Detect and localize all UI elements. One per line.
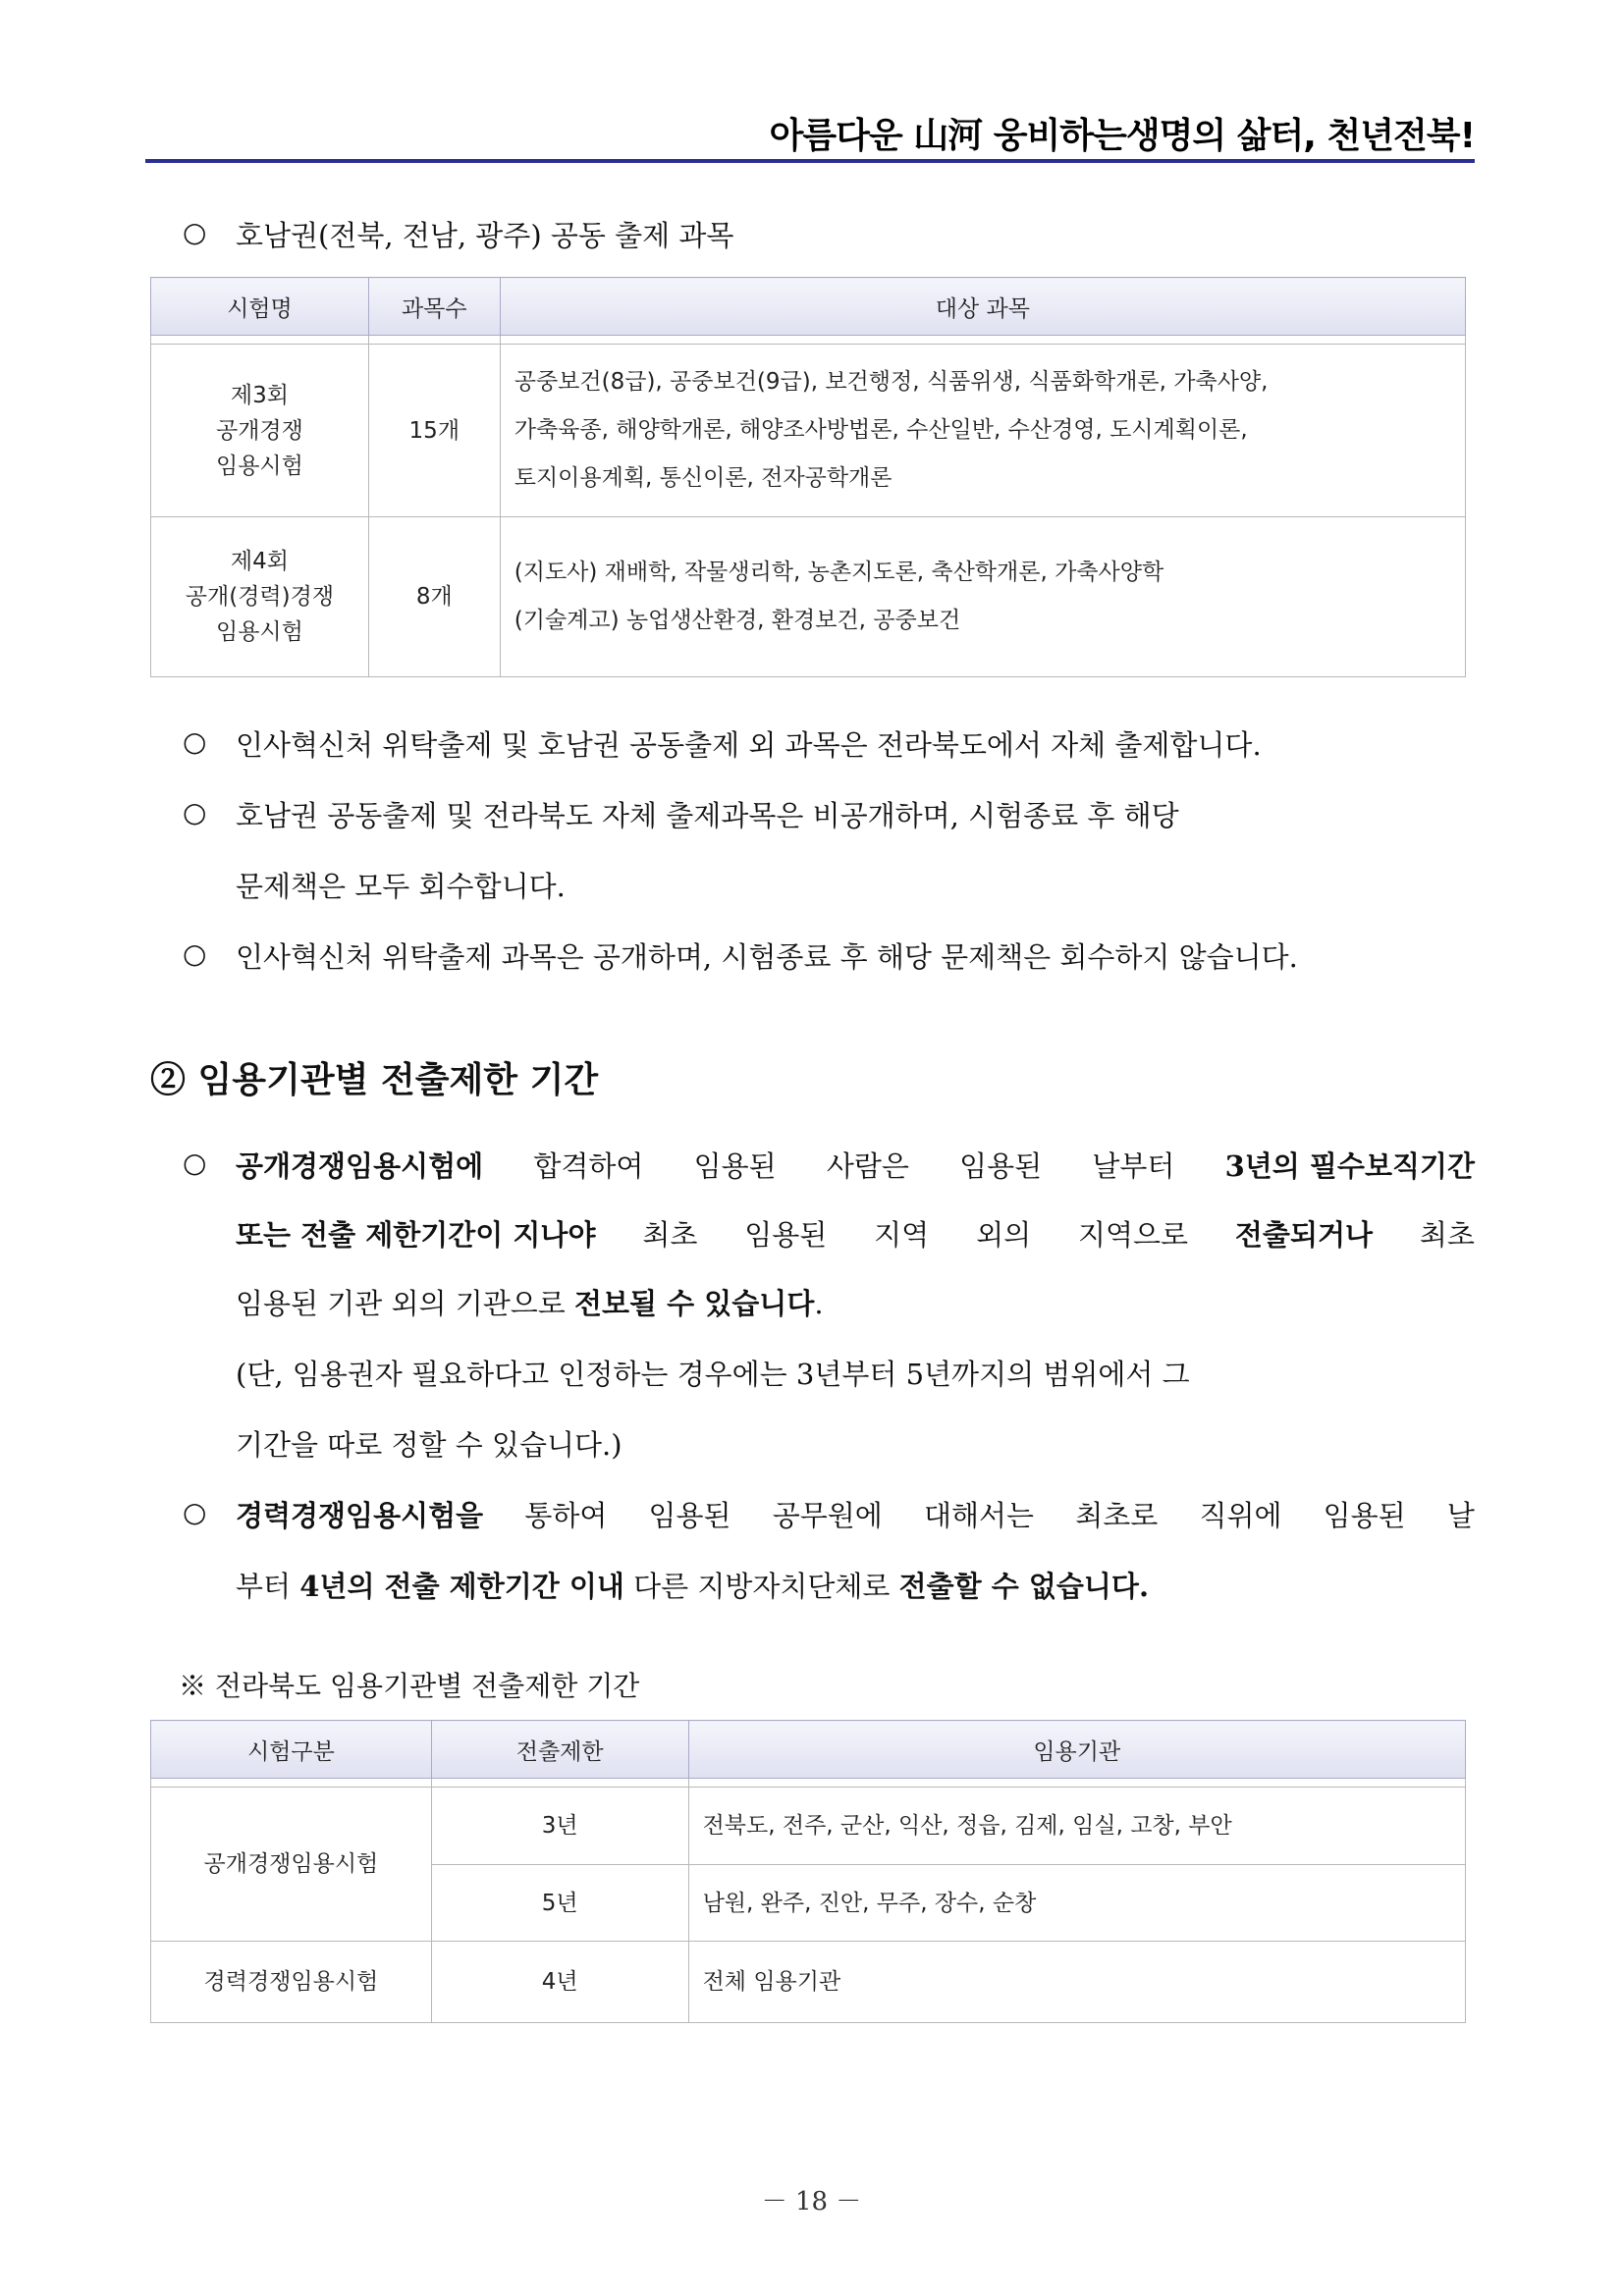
- table-header-row: [151, 1721, 1466, 1779]
- bullet-icon: ○: [183, 216, 207, 248]
- subjects-line: (지도사) 재배학, 작물생리학, 농촌지도론, 축산학개론, 가축사양학: [514, 560, 1164, 585]
- word: 합격하여: [533, 1149, 644, 1183]
- word: 임용된: [693, 1149, 777, 1183]
- word: 사람은: [826, 1149, 909, 1183]
- table-row: [151, 1942, 1466, 2023]
- note-line: 인사혁신처 위탁출제 과목은 공개하며, 시험종료 후 해당 문제책은 회수하지 않습니다.: [236, 940, 1298, 974]
- section-title: ② 임용기관별 전출제한 기간: [150, 1059, 599, 1100]
- emphasis-text: 전출되거나: [1234, 1218, 1373, 1252]
- subjects-cell: [500, 345, 1465, 517]
- agencies-cell: 전체 임용기관: [688, 1942, 1465, 2023]
- column-header-subjects: 대상 과목: [500, 278, 1465, 336]
- word: 통하여: [524, 1499, 608, 1532]
- column-header-limit: 전출제한: [431, 1721, 688, 1779]
- word: 임용된: [1323, 1499, 1406, 1532]
- page-number: － 18 －: [761, 2187, 862, 2216]
- emphasis-text: 전보될 수 있습니다: [574, 1287, 815, 1320]
- subjects-line: 토지이용계획, 통신이론, 전자공학개론: [514, 465, 893, 491]
- bullet-icon: ○: [183, 796, 207, 828]
- limit-cell: 3년: [431, 1788, 688, 1865]
- joint-subjects-table: [150, 277, 1466, 677]
- exam-name-cell: [151, 345, 369, 517]
- word: 임용된: [744, 1218, 828, 1252]
- exam-type-cell: 공개경쟁임용시험: [151, 1788, 432, 1942]
- word: 지역: [874, 1218, 930, 1252]
- table-row: [151, 1788, 1466, 1865]
- agencies-cell: 남원, 완주, 진안, 무주, 장수, 순창: [688, 1865, 1465, 1942]
- limit-cell: 4년: [431, 1942, 688, 2023]
- emphasis-text: 또는 전출 제한기간이 지나야: [236, 1218, 596, 1252]
- transfer-limit-table: [150, 1720, 1466, 2023]
- subjects-line: 공중보건(8급), 공중보건(9급), 보건행정, 식품위생, 식품화학개론, 가축사양,: [514, 369, 1269, 395]
- paragraph-line: [236, 1145, 1475, 1185]
- exam-name-line: 제4회: [230, 549, 289, 574]
- header-slogan: 아름다운 山河 웅비하는생명의 삶터, 천년전북!: [769, 116, 1475, 156]
- bullet-icon: ○: [183, 725, 207, 758]
- note-line: 문제책은 모두 회수합니다.: [236, 870, 566, 903]
- header-rule: [145, 159, 1475, 163]
- word: 외의: [976, 1218, 1032, 1252]
- column-header-exam: 시험명: [151, 278, 369, 336]
- exam-name-line: 제3회: [230, 382, 289, 408]
- column-header-exam-type: 시험구분: [151, 1721, 432, 1779]
- word: 다른 지방자치단체로: [623, 1570, 899, 1603]
- word: 날부터: [1092, 1149, 1175, 1183]
- note-line: 호남권 공동출제 및 전라북도 자체 출제과목은 비공개하며, 시험종료 후 해당: [236, 799, 1179, 832]
- exam-name-line: 임용시험: [215, 619, 303, 645]
- paragraph-line: [236, 1565, 1149, 1605]
- word: 최초로: [1075, 1499, 1159, 1532]
- paragraph-line: [236, 1213, 1475, 1254]
- paragraph-note-line: (단, 임용권자 필요하다고 인정하는 경우에는 3년부터 5년까지의 범위에서 그: [236, 1358, 1190, 1391]
- emphasis-text: 경력경쟁임용시험을: [236, 1499, 484, 1532]
- word: 날: [1446, 1499, 1475, 1532]
- page-header: [145, 98, 1475, 163]
- subjects-line: 가축육종, 해양학개론, 해양조사방법론, 수산일반, 수산경영, 도시계획이론,: [514, 417, 1248, 443]
- subjects-line: (기술계고) 농업생산환경, 환경보건, 공중보건: [514, 608, 961, 633]
- table-row: [151, 517, 1466, 677]
- transfer-table-caption: ※ 전라북도 임용기관별 전출제한 기간: [179, 1670, 640, 1702]
- bullet-icon: ○: [183, 937, 207, 970]
- table-row: [151, 345, 1466, 517]
- subjects-cell: [500, 517, 1465, 677]
- note-line: 인사혁신처 위탁출제 및 호남권 공동출제 외 과목은 전라북도에서 자체 출제합니다.: [236, 728, 1262, 762]
- column-header-count: 과목수: [368, 278, 500, 336]
- exam-name-line: 공개경쟁: [215, 417, 303, 444]
- word: 직위에: [1199, 1499, 1282, 1532]
- word: 대해서는: [923, 1499, 1035, 1532]
- word: .: [814, 1287, 824, 1320]
- exam-type-cell: 경력경쟁임용시험: [151, 1942, 432, 2023]
- joint-subjects-heading: 호남권(전북, 전남, 광주) 공동 출제 과목: [236, 219, 734, 252]
- bullet-icon: ○: [183, 1147, 207, 1179]
- emphasis-text: 3년의 필수보직기간: [1224, 1149, 1475, 1183]
- exam-name-line: 임용시험: [215, 453, 303, 479]
- paragraph-note-line: 기간을 따로 정할 수 있습니다.): [236, 1428, 622, 1462]
- bullet-icon: ○: [183, 1496, 207, 1528]
- subject-count-cell: 8개: [368, 517, 500, 677]
- limit-cell: 5년: [431, 1865, 688, 1942]
- emphasis-text: 4년의 전출 제한기간 이내: [299, 1570, 624, 1603]
- exam-name-cell: [151, 517, 369, 677]
- agencies-cell: 전북도, 전주, 군산, 익산, 정읍, 김제, 임실, 고창, 부안: [688, 1788, 1465, 1865]
- exam-name-line: 공개(경력)경쟁: [185, 584, 335, 610]
- word: 최초: [642, 1218, 698, 1252]
- word: 지역으로: [1077, 1218, 1189, 1252]
- word: 최초: [1419, 1218, 1475, 1252]
- column-header-agencies: 임용기관: [688, 1721, 1465, 1779]
- word: 임용된: [959, 1149, 1043, 1183]
- subject-count-cell: 15개: [368, 345, 500, 517]
- table-header-row: [151, 278, 1466, 336]
- emphasis-text: 공개경쟁임용시험에: [236, 1149, 484, 1183]
- word: 임용된: [648, 1499, 731, 1532]
- word: 공무원에: [772, 1499, 883, 1532]
- paragraph-line: [236, 1494, 1475, 1534]
- emphasis-text: 전출할 수 없습니다.: [898, 1570, 1150, 1603]
- word: 부터: [236, 1570, 300, 1603]
- word: 임용된 기관 외의 기관으로: [236, 1287, 575, 1320]
- paragraph-line: [236, 1282, 824, 1322]
